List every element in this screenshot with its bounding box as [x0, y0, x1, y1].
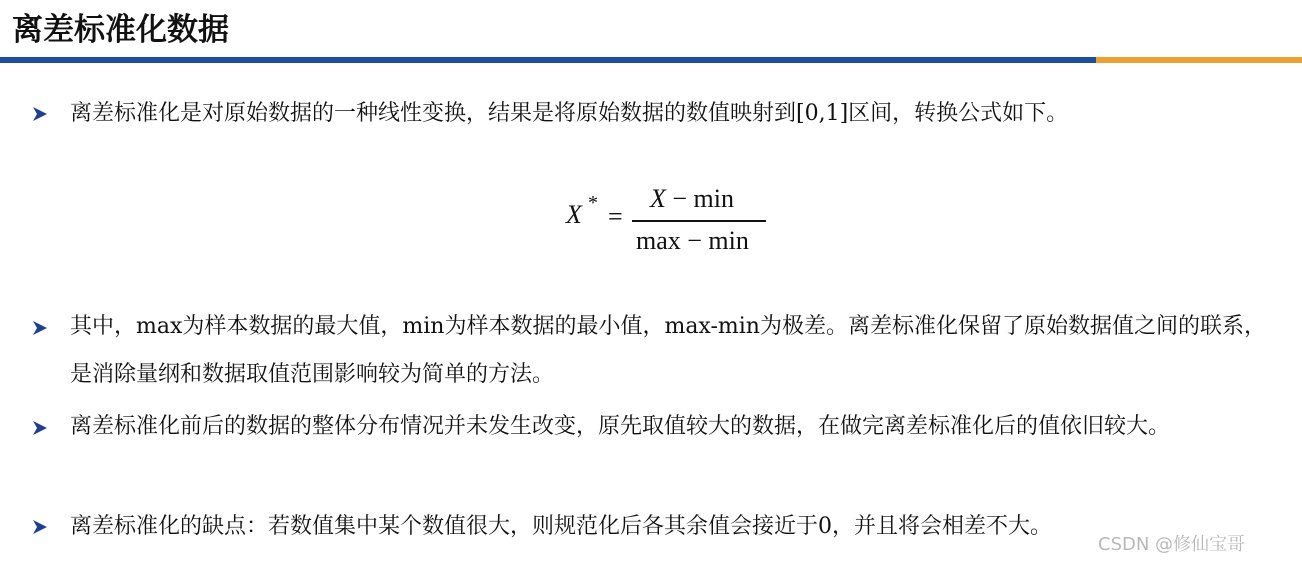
formula-lhs-superscript: * — [588, 192, 598, 214]
formula-equals: = — [608, 202, 623, 231]
arrowhead-bullet-icon — [30, 418, 52, 440]
formula-fraction-bar — [632, 220, 766, 222]
title-rule-orange-segment — [1096, 57, 1302, 63]
formula-numerator-rest: − min — [665, 184, 735, 213]
arrowhead-bullet-icon — [30, 318, 52, 340]
min-max-formula — [560, 182, 790, 262]
paragraph-definition: 离差标准化是对原始数据的一种线性变换，结果是将原始数据的数值映射到[0,1]区间，转换公式如下。 — [70, 101, 1069, 126]
formula-denominator: max − min — [636, 226, 749, 255]
paragraph-drawback: 离差标准化的缺点：若数值集中某个数值很大，则规范化后各其余值会接近于0，并且将会相差不大。 — [70, 514, 1053, 539]
paragraph-distribution: 离差标准化前后的数据的整体分布情况并未发生改变，原先取值较大的数据，在做完离差标准化后的值依旧较大。 — [70, 414, 1171, 439]
formula-numerator-variable: X — [650, 184, 666, 213]
title-rule-blue-segment — [0, 57, 1096, 63]
paragraph-explanation: 其中，max为样本数据的最大值，min为样本数据的最小值，max-min为极差。离差标准化保留了原始数据值之间的联系，是消除量纲和数据取值范围影响较为简单的方法。 — [70, 314, 1266, 387]
title-rule — [0, 57, 1302, 63]
arrowhead-bullet-icon — [30, 104, 52, 126]
formula-lhs: X — [566, 200, 582, 229]
formula-numerator — [650, 184, 734, 214]
arrowhead-bullet-icon — [30, 517, 52, 539]
csdn-watermark: CSDN @修仙宝哥 — [1098, 534, 1246, 555]
slide-title: 离差标准化数据 — [12, 12, 229, 48]
